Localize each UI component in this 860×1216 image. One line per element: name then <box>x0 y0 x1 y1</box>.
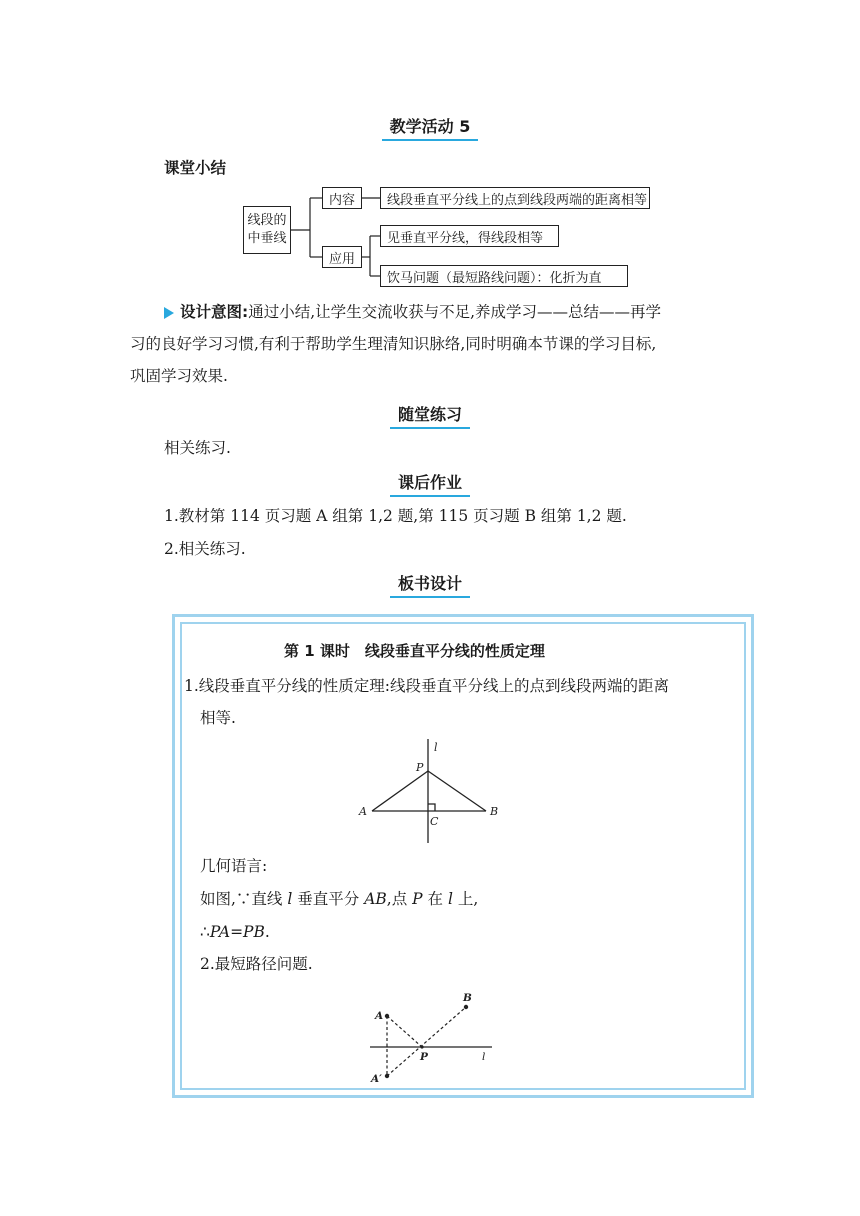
mindmap-apply-item1: 见垂直平分线，得线段相等 <box>380 225 559 247</box>
design-intent-label: 设计意图: <box>180 303 249 321</box>
design-intent-line1: 通过小结,让学生交流收获与不足,养成学习——总结——再学 <box>248 303 662 321</box>
summary-heading: 课堂小结 <box>164 159 227 177</box>
fig1-label-b: B <box>490 805 499 818</box>
fig1-label-l: l <box>434 741 438 754</box>
design-intent-line2: 习的良好学习习惯,有利于帮助学生理清知识脉络,同时明确本节课的学习目标, <box>130 335 657 353</box>
fig2-label-l: l <box>482 1051 486 1063</box>
homework-item-2: 2.相关练习. <box>164 540 246 558</box>
figure-shortest-path <box>360 990 500 1085</box>
figure-perpendicular-bisector <box>350 735 510 847</box>
design-intent-line3: 巩固学习效果. <box>130 367 228 385</box>
fig1-label-a: A <box>359 805 367 818</box>
fig1-label-c: C <box>430 815 439 828</box>
mindmap-connectors <box>0 0 860 300</box>
fig2-label-a: A <box>375 1010 384 1022</box>
homework-item-1: 1.教材第 114 页习题 A 组第 1,2 题,第 115 页习题 B 组第 1,2 题. <box>164 507 627 525</box>
mindmap-root: 线段的 中垂线 <box>243 206 291 254</box>
segment-pa <box>372 771 428 811</box>
fig2-label-a-prime: A′ <box>371 1073 382 1085</box>
board-theorem-line2: 相等. <box>200 709 236 727</box>
fig2-label-b: B <box>463 992 472 1004</box>
section-title-homework: 课后作业 <box>0 470 860 497</box>
board-item2: 2.最短路径问题. <box>200 955 313 973</box>
section-title-board: 板书设计 <box>0 571 860 598</box>
right-angle-mark <box>428 804 435 811</box>
fig2-label-p: P <box>420 1051 428 1063</box>
board-geo-lang: 几何语言: <box>200 857 268 875</box>
board-therefore: ∴PA=PB. <box>200 923 270 941</box>
section-title-practice: 随堂练习 <box>0 402 860 429</box>
mindmap-apply-label: 应用 <box>322 246 362 268</box>
mindmap-content-label: 内容 <box>322 187 362 209</box>
fig1-label-p: P <box>416 761 424 774</box>
segment-pb <box>428 771 486 811</box>
play-triangle-icon <box>164 307 174 319</box>
design-intent <box>164 296 744 328</box>
board-title: 第 1 课时 线段垂直平分线的性质定理 <box>284 642 545 660</box>
mindmap-apply-item2: 饮马问题（最短路线问题）：化折为直 <box>380 265 628 287</box>
board-because: 如图,∵直线 l 垂直平分 AB,点 P 在 l 上, <box>200 890 479 908</box>
practice-text: 相关练习. <box>164 439 231 457</box>
section-title-activity5: 教学活动 5 <box>0 114 860 141</box>
board-theorem-line1: 1.线段垂直平分线的性质定理:线段垂直平分线上的点到线段两端的距离 <box>184 677 670 695</box>
fig2-segment-ap <box>387 1016 422 1047</box>
mindmap-content-text: 线段垂直平分线上的点到线段两端的距离相等 <box>380 187 650 209</box>
fig2-segment-a-prime-b <box>387 1007 466 1076</box>
